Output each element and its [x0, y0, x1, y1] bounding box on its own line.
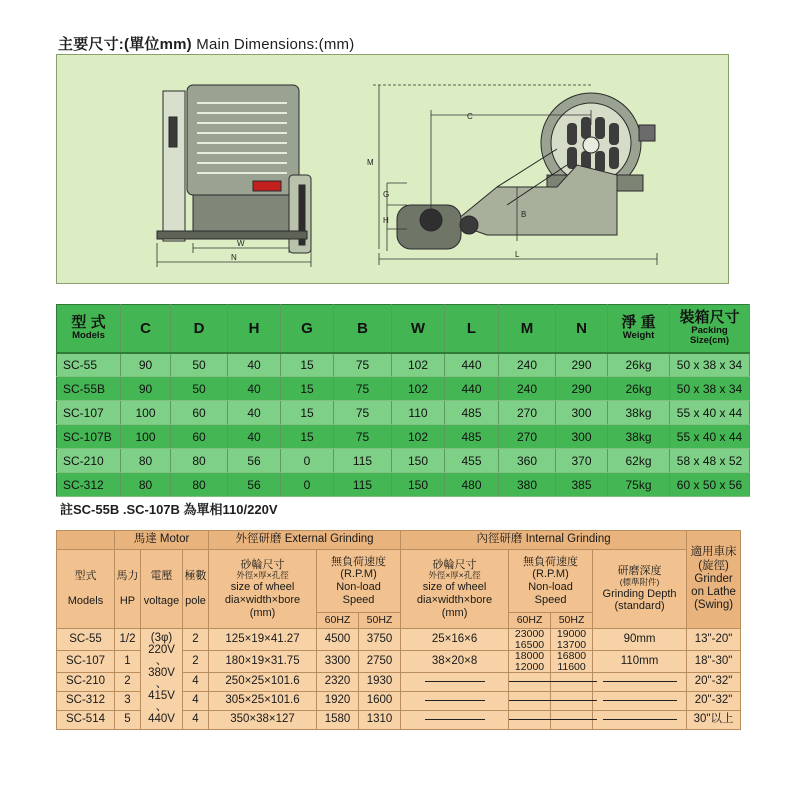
side-view: [397, 93, 655, 249]
int-60hz-b: 16500: [514, 638, 545, 651]
cell-lathe: 18"-30": [687, 651, 741, 673]
cell-model: SC-312: [57, 692, 115, 711]
empty-dash: [425, 681, 485, 682]
cell-model: SC-107B: [57, 425, 121, 449]
cell-pole: 4: [183, 692, 209, 711]
cell-packing: 60 x 50 x 56: [670, 473, 750, 497]
cell-int-60hz: [509, 629, 551, 651]
cell-w: 150: [392, 449, 445, 473]
col-packing: 裝箱尺寸 Packing Size(cm): [670, 305, 750, 353]
cell-m: 270: [499, 425, 556, 449]
cell-n: 300: [556, 425, 608, 449]
cell-ext-wheel: 350×38×127: [209, 711, 317, 730]
col-c: C: [121, 305, 171, 353]
cell-d: 60: [171, 401, 228, 425]
cell-n: 385: [556, 473, 608, 497]
dimensions-row: [57, 425, 750, 449]
group-external: 外徑研磨 External Grinding: [209, 531, 401, 550]
cell-m: 360: [499, 449, 556, 473]
page-title: [58, 33, 354, 54]
cell-pole: 2: [183, 651, 209, 673]
cell-lathe: 13"-20": [687, 629, 741, 651]
col-h: H: [228, 305, 281, 353]
cell-m: 270: [499, 401, 556, 425]
cell-lathe: 30"以上: [687, 711, 741, 730]
cell-int-wheel: 25×16×6: [401, 629, 509, 651]
cell-m: 240: [499, 353, 556, 377]
empty-dash: [603, 719, 677, 720]
label-c: C: [467, 112, 473, 121]
empty-dash: [551, 700, 597, 701]
dimensions-header-row: [57, 305, 750, 353]
cell-l: 485: [445, 401, 499, 425]
cell-hp: 1: [115, 651, 141, 673]
cell-model: SC-210: [57, 673, 115, 692]
cell-l: 440: [445, 377, 499, 401]
motor-grinding-table: [56, 530, 741, 730]
cell-b: 75: [334, 401, 392, 425]
col-d: D: [171, 305, 228, 353]
label-h: H: [383, 216, 389, 225]
col-models: 型 式 Models: [57, 305, 121, 353]
col-g: G: [281, 305, 334, 353]
cell-m: 380: [499, 473, 556, 497]
col-lathe: 適用車床 (旋徑) Grinder on Lathe (Swing): [687, 531, 741, 629]
cell-c: 90: [121, 377, 171, 401]
dimensions-table-wrap: [56, 304, 743, 497]
cell-h: 56: [228, 449, 281, 473]
cell-w: 102: [392, 353, 445, 377]
empty-dash: [509, 681, 555, 682]
cell-model: SC-514: [57, 711, 115, 730]
dimensions-table: [56, 304, 750, 497]
cell-model: SC-55B: [57, 377, 121, 401]
col-ext-60hz: 60HZ: [317, 613, 359, 629]
cell-l: 480: [445, 473, 499, 497]
cell-ext-wheel: 180×19×31.75: [209, 651, 317, 673]
cell-ext-50hz: 1310: [359, 711, 401, 730]
cell-c: 90: [121, 353, 171, 377]
empty-dash: [509, 719, 555, 720]
cell-lathe: 20"-32": [687, 673, 741, 692]
int-60hz-a: 23000: [514, 628, 545, 640]
group-internal: 內徑研磨 Internal Grinding: [401, 531, 687, 550]
cell-g: 0: [281, 473, 334, 497]
cell-c: 100: [121, 425, 171, 449]
int-50hz-a: 19000: [556, 628, 587, 640]
cell-b: 115: [334, 473, 392, 497]
cell-b: 115: [334, 449, 392, 473]
cell-h: 40: [228, 425, 281, 449]
cell-ext-wheel: 305×25×101.6: [209, 692, 317, 711]
col-weight: 淨 重 Weight: [608, 305, 670, 353]
cell-int-60hz: [509, 692, 551, 711]
col-int-50hz: 50HZ: [551, 613, 593, 629]
cell-weight: 26kg: [608, 377, 670, 401]
cell-int-60hz: [509, 711, 551, 730]
int-50hz-b: 13700: [556, 638, 587, 651]
col-pole: 極數 pole: [183, 550, 209, 629]
cell-int-60hz: [509, 651, 551, 673]
cell-depth: [593, 673, 687, 692]
cell-int-50hz: [551, 629, 593, 651]
col-int-60hz: 60HZ: [509, 613, 551, 629]
cell-g: 15: [281, 401, 334, 425]
cell-l: 440: [445, 353, 499, 377]
empty-dash: [425, 719, 485, 720]
cell-ext-50hz: 1930: [359, 673, 401, 692]
col-l: L: [445, 305, 499, 353]
motor-header-row: [57, 550, 741, 613]
cell-pole: 2: [183, 629, 209, 651]
col-n: N: [556, 305, 608, 353]
cell-int-50hz: [551, 673, 593, 692]
cell-h: 40: [228, 377, 281, 401]
cell-model: SC-312: [57, 473, 121, 497]
cell-g: 15: [281, 377, 334, 401]
cell-d: 50: [171, 377, 228, 401]
empty-dash: [509, 700, 555, 701]
cell-packing: 50 x 38 x 34: [670, 353, 750, 377]
col-model: 型式 Models: [57, 550, 115, 629]
cell-depth: 90mm: [593, 629, 687, 651]
cell-weight: 75kg: [608, 473, 670, 497]
cell-w: 102: [392, 377, 445, 401]
cell-hp: 5: [115, 711, 141, 730]
voltage-line: 220V: [148, 643, 175, 656]
cell-int-50hz: [551, 711, 593, 730]
cell-weight: 26kg: [608, 353, 670, 377]
voltage-line: (3φ): [150, 632, 173, 644]
voltage-line: 、: [155, 655, 168, 667]
cell-model: SC-210: [57, 449, 121, 473]
col-ext-wheel: 砂輪尺寸 外徑×厚×孔徑 size of wheel dia×width×bore (mm): [209, 550, 317, 629]
empty-dash: [603, 681, 677, 682]
cell-lathe: 20"-32": [687, 692, 741, 711]
cell-model: SC-107: [57, 401, 121, 425]
cell-n: 290: [556, 353, 608, 377]
cell-ext-60hz: 2320: [317, 673, 359, 692]
cell-n: 370: [556, 449, 608, 473]
cell-d: 80: [171, 473, 228, 497]
cell-depth: [593, 692, 687, 711]
empty-dash: [551, 681, 597, 682]
cell-l: 485: [445, 425, 499, 449]
col-ext-50hz: 50HZ: [359, 613, 401, 629]
cell-h: 40: [228, 401, 281, 425]
dimensions-row: [57, 353, 750, 377]
cell-b: 75: [334, 377, 392, 401]
label-n: N: [231, 253, 237, 262]
cell-ext-wheel: 250×25×101.6: [209, 673, 317, 692]
voltage-line: 、: [155, 701, 168, 713]
cell-packing: 55 x 40 x 44: [670, 425, 750, 449]
label-l: L: [515, 250, 520, 259]
cell-g: 15: [281, 353, 334, 377]
cell-c: 80: [121, 473, 171, 497]
dimensions-body: [57, 353, 750, 497]
label-m: M: [367, 158, 374, 167]
empty-dash: [551, 719, 597, 720]
machine-drawings: [57, 55, 728, 283]
cell-pole: 4: [183, 711, 209, 730]
label-b: B: [521, 210, 527, 219]
cell-d: 60: [171, 425, 228, 449]
cell-n: 300: [556, 401, 608, 425]
col-hp: 馬力 HP: [115, 550, 141, 629]
cell-ext-60hz: 1580: [317, 711, 359, 730]
cell-h: 40: [228, 353, 281, 377]
cell-model: SC-107: [57, 651, 115, 673]
cell-voltage: [141, 629, 183, 730]
dimensions-row: [57, 377, 750, 401]
cell-depth: 110mm: [593, 651, 687, 673]
cell-int-50hz: [551, 692, 593, 711]
cell-ext-50hz: 2750: [359, 651, 401, 673]
cell-ext-50hz: 1600: [359, 692, 401, 711]
motor-row: [57, 629, 741, 651]
cell-int-wheel: [401, 673, 509, 692]
voltage-line: 、: [155, 678, 168, 690]
int-60hz-b: 12000: [514, 660, 545, 673]
cell-d: 80: [171, 449, 228, 473]
title-zh: 主要尺寸:(單位mm): [58, 36, 192, 53]
single-phase-note: 註SC-55B .SC-107B 為單相110/220V: [60, 502, 278, 517]
cell-weight: 38kg: [608, 425, 670, 449]
dimensions-row: [57, 449, 750, 473]
cell-hp: 3: [115, 692, 141, 711]
cell-packing: 58 x 48 x 52: [670, 449, 750, 473]
cell-c: 80: [121, 449, 171, 473]
col-w: W: [392, 305, 445, 353]
int-50hz-a: 16800: [556, 650, 587, 662]
col-b: B: [334, 305, 392, 353]
dimensions-row: [57, 473, 750, 497]
cell-ext-50hz: 3750: [359, 629, 401, 651]
cell-model: SC-55: [57, 629, 115, 651]
cell-b: 75: [334, 353, 392, 377]
cell-weight: 38kg: [608, 401, 670, 425]
front-view: [157, 85, 311, 253]
voltage-line: 380V: [148, 666, 175, 679]
cell-hp: 2: [115, 673, 141, 692]
blank-corner: [57, 531, 115, 550]
col-int-wheel: 砂輪尺寸 外徑×厚×孔徑 size of wheel dia×width×bore (mm): [401, 550, 509, 629]
empty-dash: [425, 700, 485, 701]
cell-w: 110: [392, 401, 445, 425]
cell-hp: 1/2: [115, 629, 141, 651]
cell-int-60hz: [509, 673, 551, 692]
cell-packing: 50 x 38 x 34: [670, 377, 750, 401]
label-g: G: [383, 190, 390, 199]
cell-c: 100: [121, 401, 171, 425]
cell-int-wheel: 38×20×8: [401, 651, 509, 673]
col-ext-speed: 無負荷速度 (R.P.M) Non-load Speed: [317, 550, 401, 613]
label-w: W: [237, 239, 245, 248]
cell-depth: [593, 711, 687, 730]
col-voltage: 電壓 voltage: [141, 550, 183, 629]
cell-model: SC-55: [57, 353, 121, 377]
cell-packing: 55 x 40 x 44: [670, 401, 750, 425]
voltage-line: 415V: [148, 689, 175, 702]
cell-w: 150: [392, 473, 445, 497]
cell-int-wheel: [401, 692, 509, 711]
cell-g: 15: [281, 425, 334, 449]
cell-ext-wheel: 125×19×41.27: [209, 629, 317, 651]
dimension-drawing: [56, 54, 729, 284]
cell-m: 240: [499, 377, 556, 401]
cell-pole: 4: [183, 673, 209, 692]
cell-h: 56: [228, 473, 281, 497]
cell-b: 75: [334, 425, 392, 449]
col-m: M: [499, 305, 556, 353]
col-depth: 研磨深度 (標準附件) Grinding Depth (standard): [593, 550, 687, 629]
cell-weight: 62kg: [608, 449, 670, 473]
motor-group-row: [57, 531, 741, 550]
cell-l: 455: [445, 449, 499, 473]
motor-table-wrap: [56, 530, 737, 730]
cell-int-wheel: [401, 711, 509, 730]
motor-body: [57, 629, 741, 730]
int-60hz-a: 18000: [514, 650, 545, 662]
cell-g: 0: [281, 449, 334, 473]
cell-ext-60hz: 4500: [317, 629, 359, 651]
cell-ext-60hz: 1920: [317, 692, 359, 711]
voltage-line: 440V: [148, 712, 175, 725]
cell-ext-60hz: 3300: [317, 651, 359, 673]
title-en: Main Dimensions:(mm): [196, 36, 355, 53]
cell-int-50hz: [551, 651, 593, 673]
group-motor: 馬達 Motor: [115, 531, 209, 550]
col-int-speed: 無負荷速度 (R.P.M) Non-load Speed: [509, 550, 593, 613]
int-50hz-b: 11600: [557, 660, 586, 673]
cell-w: 102: [392, 425, 445, 449]
dimensions-row: [57, 401, 750, 425]
cell-d: 50: [171, 353, 228, 377]
empty-dash: [603, 700, 677, 701]
cell-n: 290: [556, 377, 608, 401]
